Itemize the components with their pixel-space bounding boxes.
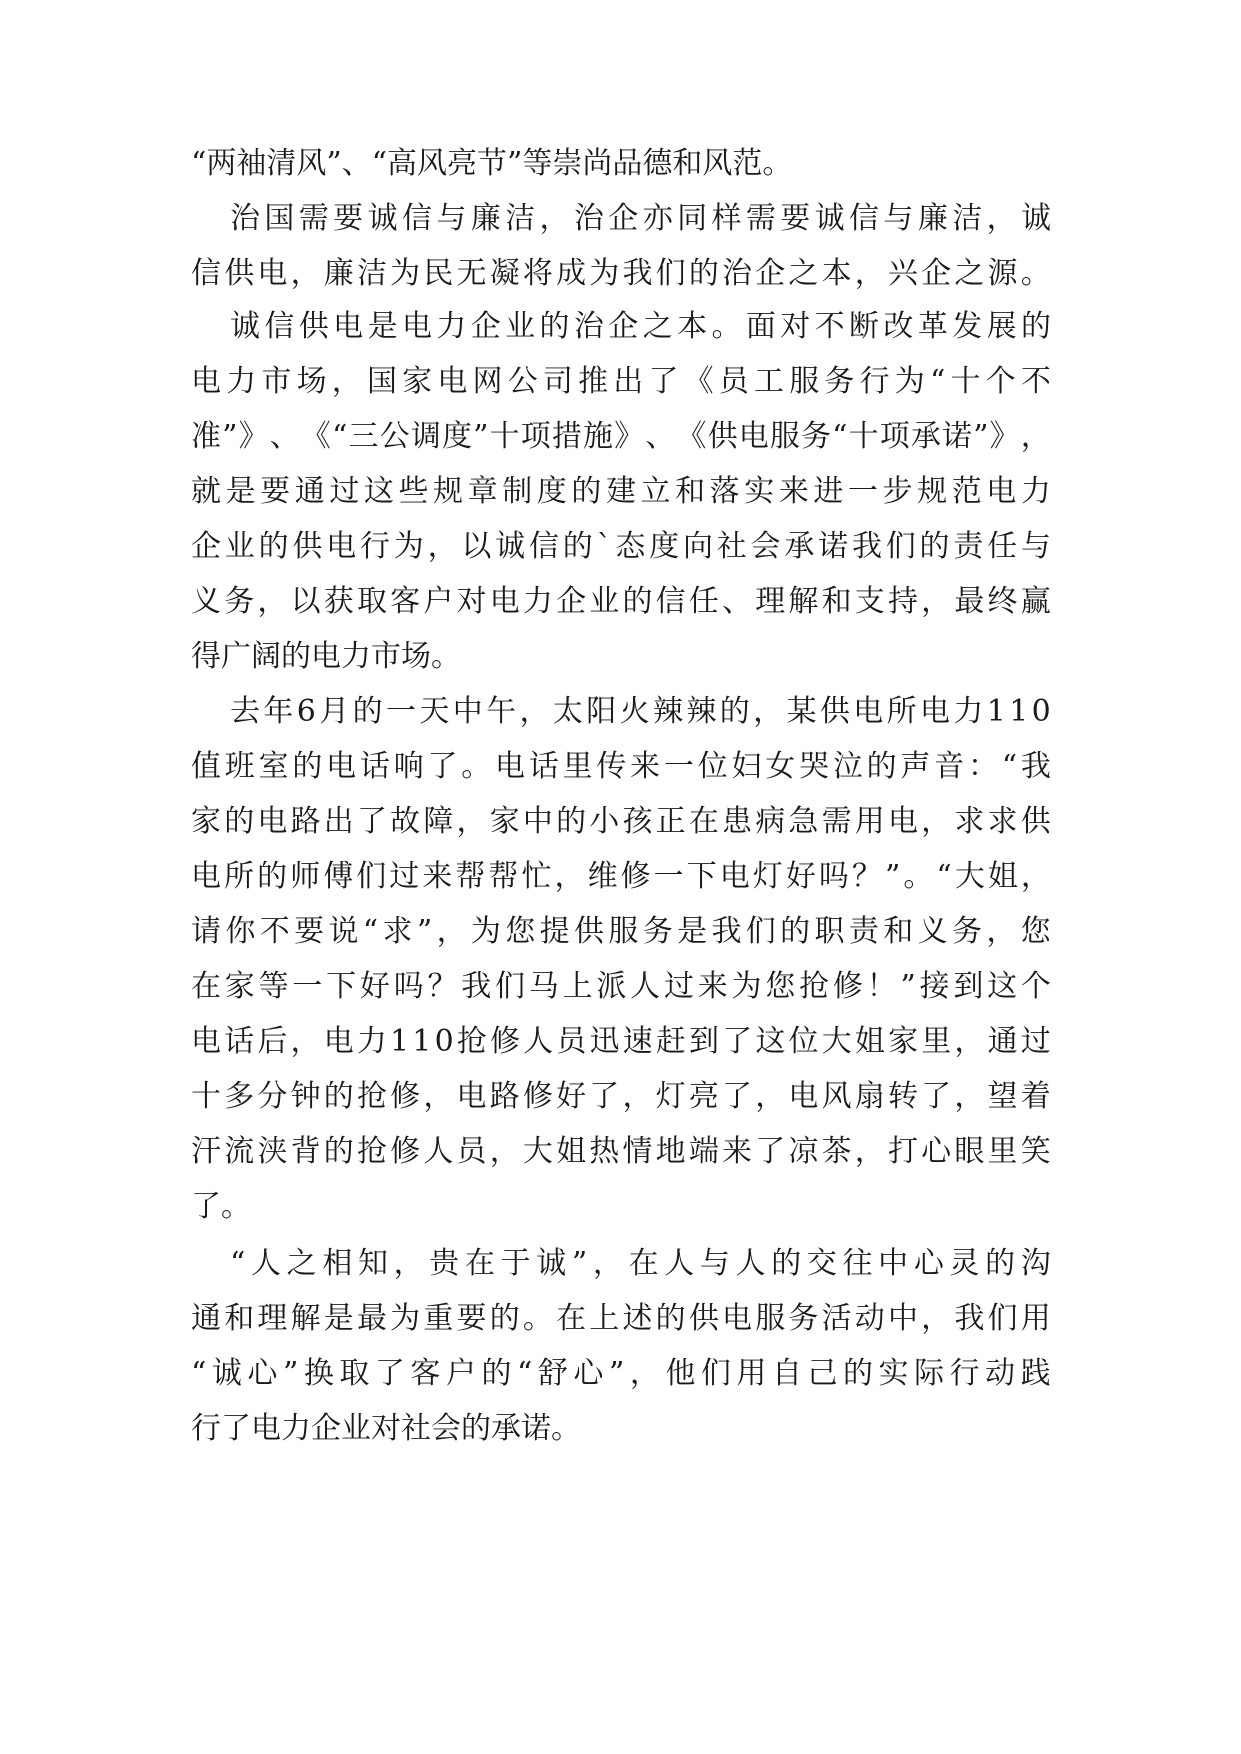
- text-line: “两袖清风”、“高风亮节”等崇尚品德和风范。: [191, 146, 793, 181]
- text-line: 就 是 要 通 过 这 些 规 章 制 度 的 建 立 和 落 实 来 进 一 步 规 范 电 力: [191, 474, 1051, 509]
- text-line: 义 务 ， 以 获 取 客 户 对 电 力 企 业 的 信 任 、 理 解 和 支 持 ， 最 终 赢: [191, 584, 1051, 619]
- text-line: “ 诚 心 ” 换 取 了 客 户 的 “ 舒 心 ” ， 他 们 用 自 己 的 实 际 行 动 践: [191, 1356, 1051, 1391]
- text-line: 企 业 的 供 电 行 为 ， 以 诚 信 的 ` 态 度 向 社 会 承 诺 我 们 的 责 任 与: [191, 529, 1051, 564]
- text-line: 去 年 6 月 的 一 天 中 午 ， 太 阳 火 辣 辣 的 ， 某 供 电 所 电 力 1 1 0: [230, 694, 1051, 729]
- text-line: 诚 信 供 电 是 电 力 企 业 的 治 企 之 本 。 面 对 不 断 改 革 发 展 的: [230, 309, 1051, 344]
- text-line: 请 你 不 要 说 “ 求 ” ， 为 您 提 供 服 务 是 我 们 的 职 责 和 义 务 ， 您: [191, 914, 1051, 949]
- text-line: 电 话 后 ， 电 力 1 1 0 抢 修 人 员 迅 速 赶 到 了 这 位 大 姐 家 里 ， 通 过: [191, 1024, 1051, 1059]
- text-line: 信 供 电 ， 廉 洁 为 民 无 凝 将 成 为 我 们 的 治 企 之 本 ， 兴 企 之 源 。: [191, 256, 1051, 291]
- text-line: 在 家 等 一 下 好 吗 ？ 我 们 马 上 派 人 过 来 为 您 抢 修 ！ ” 接 到 这 个: [191, 969, 1051, 1004]
- text-line: 值 班 室 的 电 话 响 了 。 电 话 里 传 来 一 位 妇 女 哭 泣 的 声 音 ： “ 我: [191, 749, 1051, 784]
- text-line: 家 的 电 路 出 了 故 障 ， 家 中 的 小 孩 正 在 患 病 急 需 用 电 ， 求 求 供: [191, 804, 1051, 839]
- text-line: 通 和 理 解 是 最 为 重 要 的 。 在 上 述 的 供 电 服 务 活 动 中 ， 我 们 用: [191, 1301, 1051, 1336]
- text-line: 了。: [191, 1189, 251, 1224]
- text-line: 电 所 的 师 傅 们 过 来 帮 帮 忙 ， 维 修 一 下 电 灯 好 吗 ？ ” 。 “ 大 姐 ，: [191, 859, 1051, 894]
- text-line: 准 ” 》 、 《 “ 三 公 调 度 ” 十 项 措 施 》 、 《 供 电 服 务 “ 十 项 承 诺 ” 》 ，: [191, 419, 1051, 454]
- text-line: 得广阔的电力市场。: [191, 639, 461, 674]
- text-line: “ 人 之 相 知 ， 贵 在 于 诚 ” ， 在 人 与 人 的 交 往 中 心 灵 的 沟: [230, 1246, 1051, 1281]
- text-line: 治 国 需 要 诚 信 与 廉 洁 ， 治 企 亦 同 样 需 要 诚 信 与 廉 洁 ， 诚: [230, 201, 1051, 236]
- text-line: 汗 流 浃 背 的 抢 修 人 员 ， 大 姐 热 情 地 端 来 了 凉 茶 ， 打 心 眼 里 笑: [191, 1134, 1051, 1169]
- text-line: 电 力 市 场 ， 国 家 电 网 公 司 推 出 了 《 员 工 服 务 行 为 “ 十 个 不: [191, 364, 1051, 399]
- text-line: 行了电力企业对社会的承诺。: [191, 1411, 581, 1446]
- text-line: 十 多 分 钟 的 抢 修 ， 电 路 修 好 了 ， 灯 亮 了 ， 电 风 扇 转 了 ， 望 着: [191, 1079, 1051, 1114]
